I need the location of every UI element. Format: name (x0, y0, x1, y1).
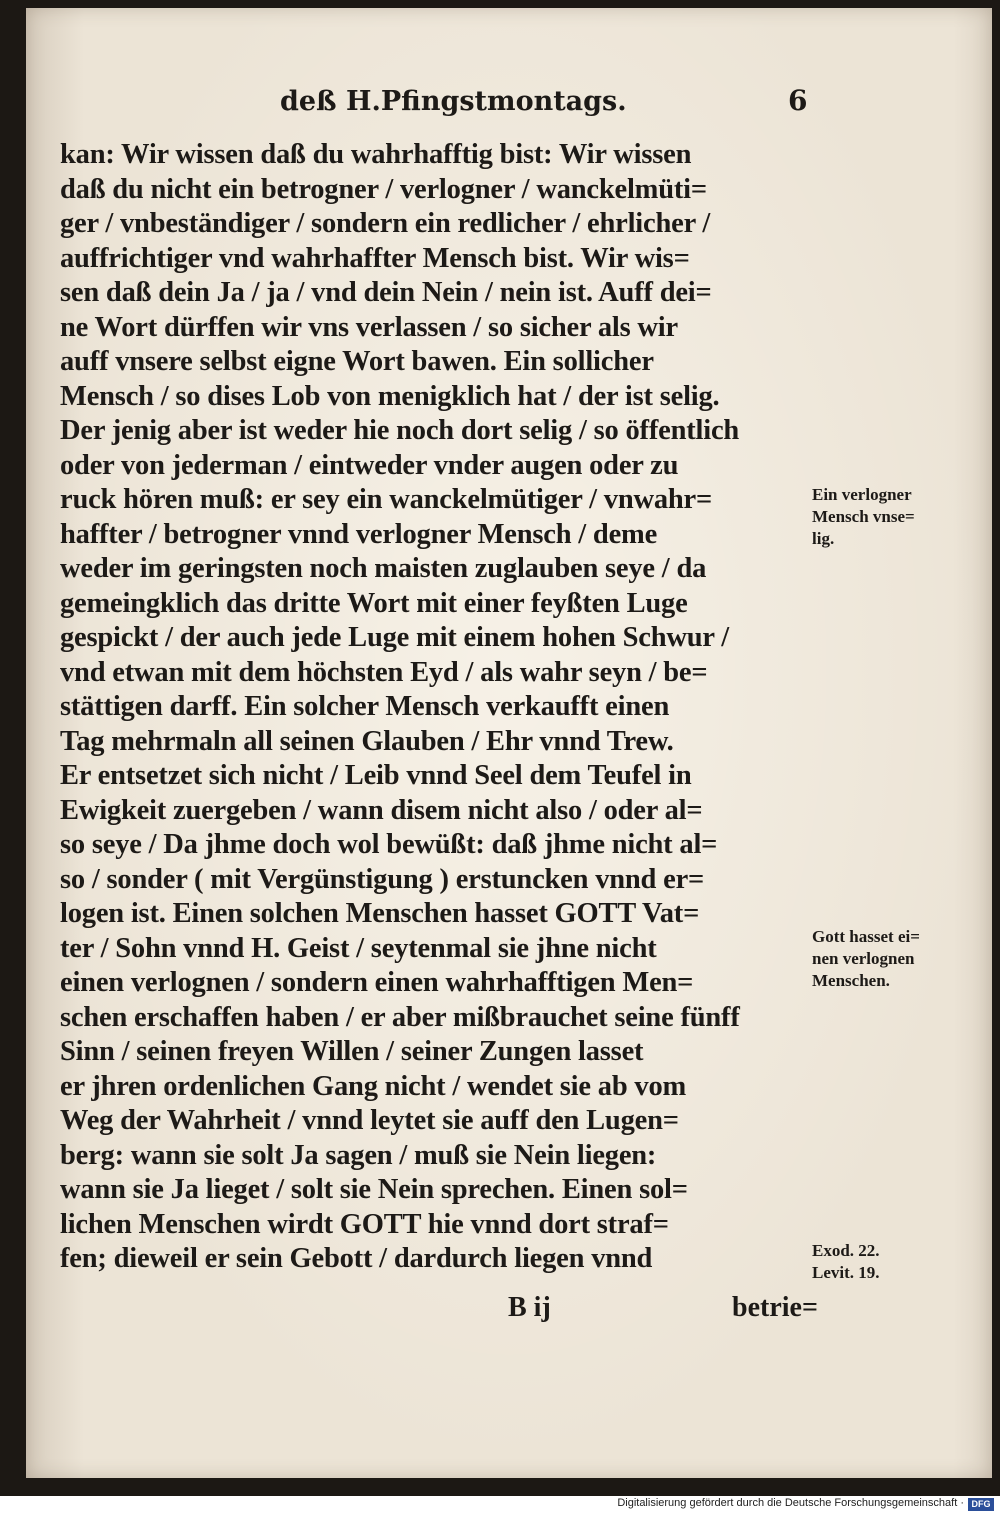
funding-credit: Digitalisierung gefördert durch die Deutsche Forschungsgemeinschaft · (617, 1497, 964, 1509)
text-line: Ewigkeit zuergeben / wann disem nicht also / oder al= (60, 794, 703, 826)
text-line: lichen Menschen wirdt GOTT hie vnnd dort straf= (60, 1208, 669, 1240)
signature-mark: B ij (508, 1292, 551, 1323)
catchword: betrie= (732, 1292, 818, 1323)
text-line: ger / vnbeständiger / sondern ein redlicher / ehrlicher / (60, 208, 711, 239)
text-line: gemeingklich das dritte Wort mit einer feyßten Luge (60, 587, 688, 619)
text-line: auff vnsere selbst eigne Wort bawen. Ein sollicher (60, 346, 654, 377)
book-page (26, 8, 992, 1478)
text-line: Er entsetzet sich nicht / Leib vnnd Seel dem Teufel in (60, 760, 692, 791)
marginal-line: Mensch vnse= (812, 507, 915, 526)
text-line: so seye / Da jhme doch wol bewüßt: daß jhme nicht al= (60, 829, 718, 860)
text-line: logen ist. Einen solchen Menschen hasset GOTT Vat= (60, 898, 700, 929)
text-line: daß du nicht ein betrogner / verlogner / wanckelmüti= (60, 173, 707, 205)
text-line: er jhren ordenlichen Gang nicht / wendet sie ab vom (60, 1070, 687, 1102)
text-line: auffrichtiger vnd wahrhaffter Mensch bist. Wir wis= (60, 242, 690, 274)
text-line: haffter / betrogner vnnd verlogner Mensch / deme (60, 518, 658, 550)
marginal-line: Gott hasset ei= (812, 927, 920, 946)
page-header (26, 86, 992, 126)
page-footer (60, 1292, 820, 1328)
dfg-logo-icon: DFG (968, 1498, 994, 1511)
text-line: einen verlognen / sondern einen wahrhafftigen Men= (60, 967, 694, 998)
marginal-note-lying-person (812, 484, 982, 550)
text-line: gespickt / der auch jede Luge mit einem hohen Schwur / (60, 622, 729, 653)
page-number: 6 (788, 84, 808, 117)
marginal-line: Ein verlogner (812, 485, 912, 504)
body-text (60, 138, 820, 1277)
text-line: ne Wort dürffen wir vns verlassen / so sicher als wir (60, 311, 678, 343)
text-line: kan: Wir wissen daß du wahrhafftig bist: Wir wissen (60, 139, 692, 170)
text-line: stättigen darff. Ein solcher Mensch verkaufft einen (60, 691, 670, 722)
text-line: wann sie Ja lieget / solt sie Nein sprechen. Einen sol= (60, 1174, 688, 1205)
text-line: Tag mehrmaln all seinen Glauben / Ehr vnnd Trew. (60, 725, 674, 757)
text-line: vnd etwan mit dem höchsten Eyd / als wahr seyn / be= (60, 656, 708, 688)
text-line: ruck hören muß: er sey ein wanckelmütiger / vnwahr= (60, 484, 713, 515)
marginal-line: Levit. 19. (812, 1263, 880, 1282)
text-line: Weg der Wahrheit / vnnd leytet sie auff den Lugen= (60, 1105, 679, 1136)
text-line: oder von jederman / eintweder vnder augen oder zu (60, 449, 679, 481)
credit-bar (0, 1496, 1000, 1514)
text-line: ter / Sohn vnnd H. Geist / seytenmal sie jhne nicht (60, 932, 657, 964)
text-line: weder im geringsten noch maisten zuglauben seye / da (60, 553, 707, 584)
marginal-line: Exod. 22. (812, 1241, 880, 1260)
marginal-note-god-hates (812, 926, 982, 992)
text-line: Sinn / seinen freyen Willen / seiner Zungen lasset (60, 1036, 644, 1067)
text-line: Der jenig aber ist weder hie noch dort selig / so öffentlich (60, 415, 740, 446)
running-head: deß H.Pfingstmontags. (280, 86, 627, 117)
marginal-line: Menschen. (812, 971, 890, 990)
marginal-line: lig. (812, 529, 835, 548)
marginal-line: nen verlognen (812, 949, 915, 968)
text-line: Mensch / so dises Lob von menigklich hat / der ist selig. (60, 380, 720, 412)
text-line: so / sonder ( mit Vergünstigung ) erstuncken vnnd er= (60, 863, 705, 895)
marginal-note-bible-reference (812, 1240, 982, 1284)
text-line: schen erschaffen haben / er aber mißbrauchet seine fünff (60, 1001, 740, 1033)
text-line: berg: wann sie solt Ja sagen / muß sie Nein liegen: (60, 1139, 657, 1171)
text-line: fen; dieweil er sein Gebott / dardurch liegen vnnd (60, 1243, 653, 1274)
text-line: sen daß dein Ja / ja / vnd dein Nein / nein ist. Auff dei= (60, 277, 712, 308)
